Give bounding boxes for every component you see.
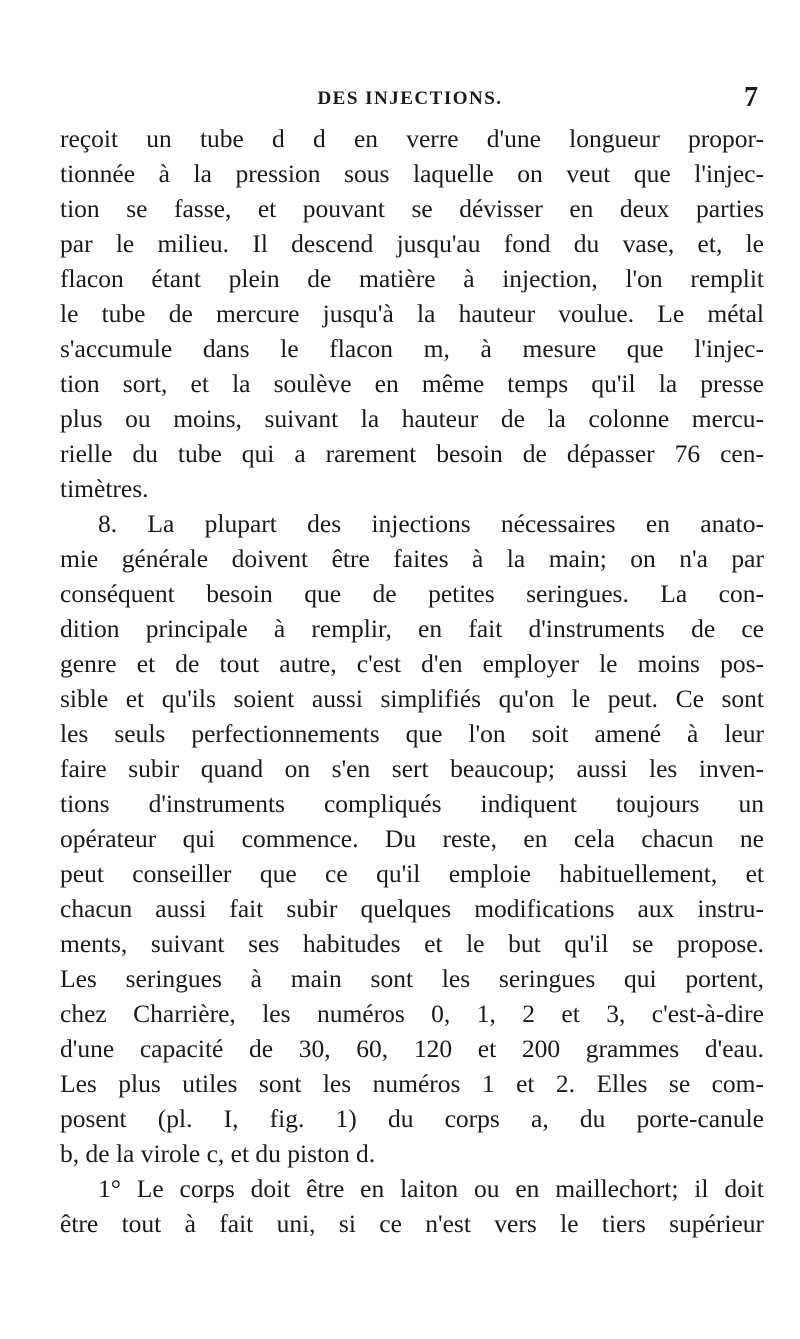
- text-line: sible et qu'ils soient aussi simplifiés qu'on le peut. Ce sont: [60, 684, 764, 713]
- page-header: [60, 82, 760, 116]
- text-line: opérateur qui commence. Du reste, en cela chacun ne: [60, 824, 764, 853]
- text-line: les seuls perfectionnements que l'on soit amené à leur: [60, 719, 764, 748]
- text-line: par le milieu. Il descend jusqu'au fond du vase, et, le: [60, 229, 764, 258]
- text-line: 8. La plupart des injections nécessaires en anato-: [98, 509, 764, 538]
- text-line: rielle du tube qui a rarement besoin de dépasser 76 cen-: [60, 439, 764, 468]
- running-title: DES INJECTIONS.: [317, 88, 503, 109]
- text-line: 1° Le corps doit être en laiton ou en maillechort; il doit: [98, 1174, 764, 1203]
- text-line: chacun aussi fait subir quelques modifications aux instru-: [60, 894, 764, 923]
- text-line: timètres.: [60, 474, 149, 503]
- text-line: plus ou moins, suivant la hauteur de la colonne mercu-: [60, 404, 764, 433]
- text-line: mie générale doivent être faites à la main; on n'a par: [60, 544, 764, 573]
- page-number: 7: [744, 82, 758, 113]
- text-line: b, de la virole c, et du piston d.: [60, 1139, 376, 1168]
- text-line: genre et de tout autre, c'est d'en employer le moins pos-: [60, 649, 764, 678]
- text-line: tionnée à la pression sous laquelle on veut que l'injec-: [60, 159, 764, 188]
- text-line: posent (pl. I, fig. 1) du corps a, du porte-canule: [60, 1104, 764, 1133]
- text-line: Les seringues à main sont les seringues qui portent,: [60, 964, 764, 993]
- text-line: être tout à fait uni, si ce n'est vers le tiers supérieur: [60, 1209, 764, 1238]
- text-line: tion sort, et la soulève en même temps qu'il la presse: [60, 369, 764, 398]
- text-line: d'une capacité de 30, 60, 120 et 200 grammes d'eau.: [60, 1034, 764, 1063]
- text-line: conséquent besoin que de petites seringues. La con-: [60, 579, 764, 608]
- text-line: le tube de mercure jusqu'à la hauteur voulue. Le métal: [60, 299, 764, 328]
- text-line: dition principale à remplir, en fait d'instruments de ce: [60, 614, 764, 643]
- text-line: chez Charrière, les numéros 0, 1, 2 et 3, c'est-à-dire: [60, 999, 764, 1028]
- text-line: Les plus utiles sont les numéros 1 et 2. Elles se com-: [60, 1069, 764, 1098]
- text-line: reçoit un tube d d en verre d'une longueur propor-: [60, 124, 764, 153]
- text-line: tion se fasse, et pouvant se dévisser en deux parties: [60, 194, 764, 223]
- text-line: ments, suivant ses habitudes et le but qu'il se propose.: [60, 929, 764, 958]
- body-text: [60, 121, 764, 1241]
- text-line: peut conseiller que ce qu'il emploie habituellement, et: [60, 859, 764, 888]
- text-line: flacon étant plein de matière à injection, l'on remplit: [60, 264, 764, 293]
- text-line: s'accumule dans le flacon m, à mesure que l'injec-: [60, 334, 764, 363]
- text-line: faire subir quand on s'en sert beaucoup; aussi les inven-: [60, 754, 764, 783]
- text-line: tions d'instruments compliqués indiquent toujours un: [60, 789, 764, 818]
